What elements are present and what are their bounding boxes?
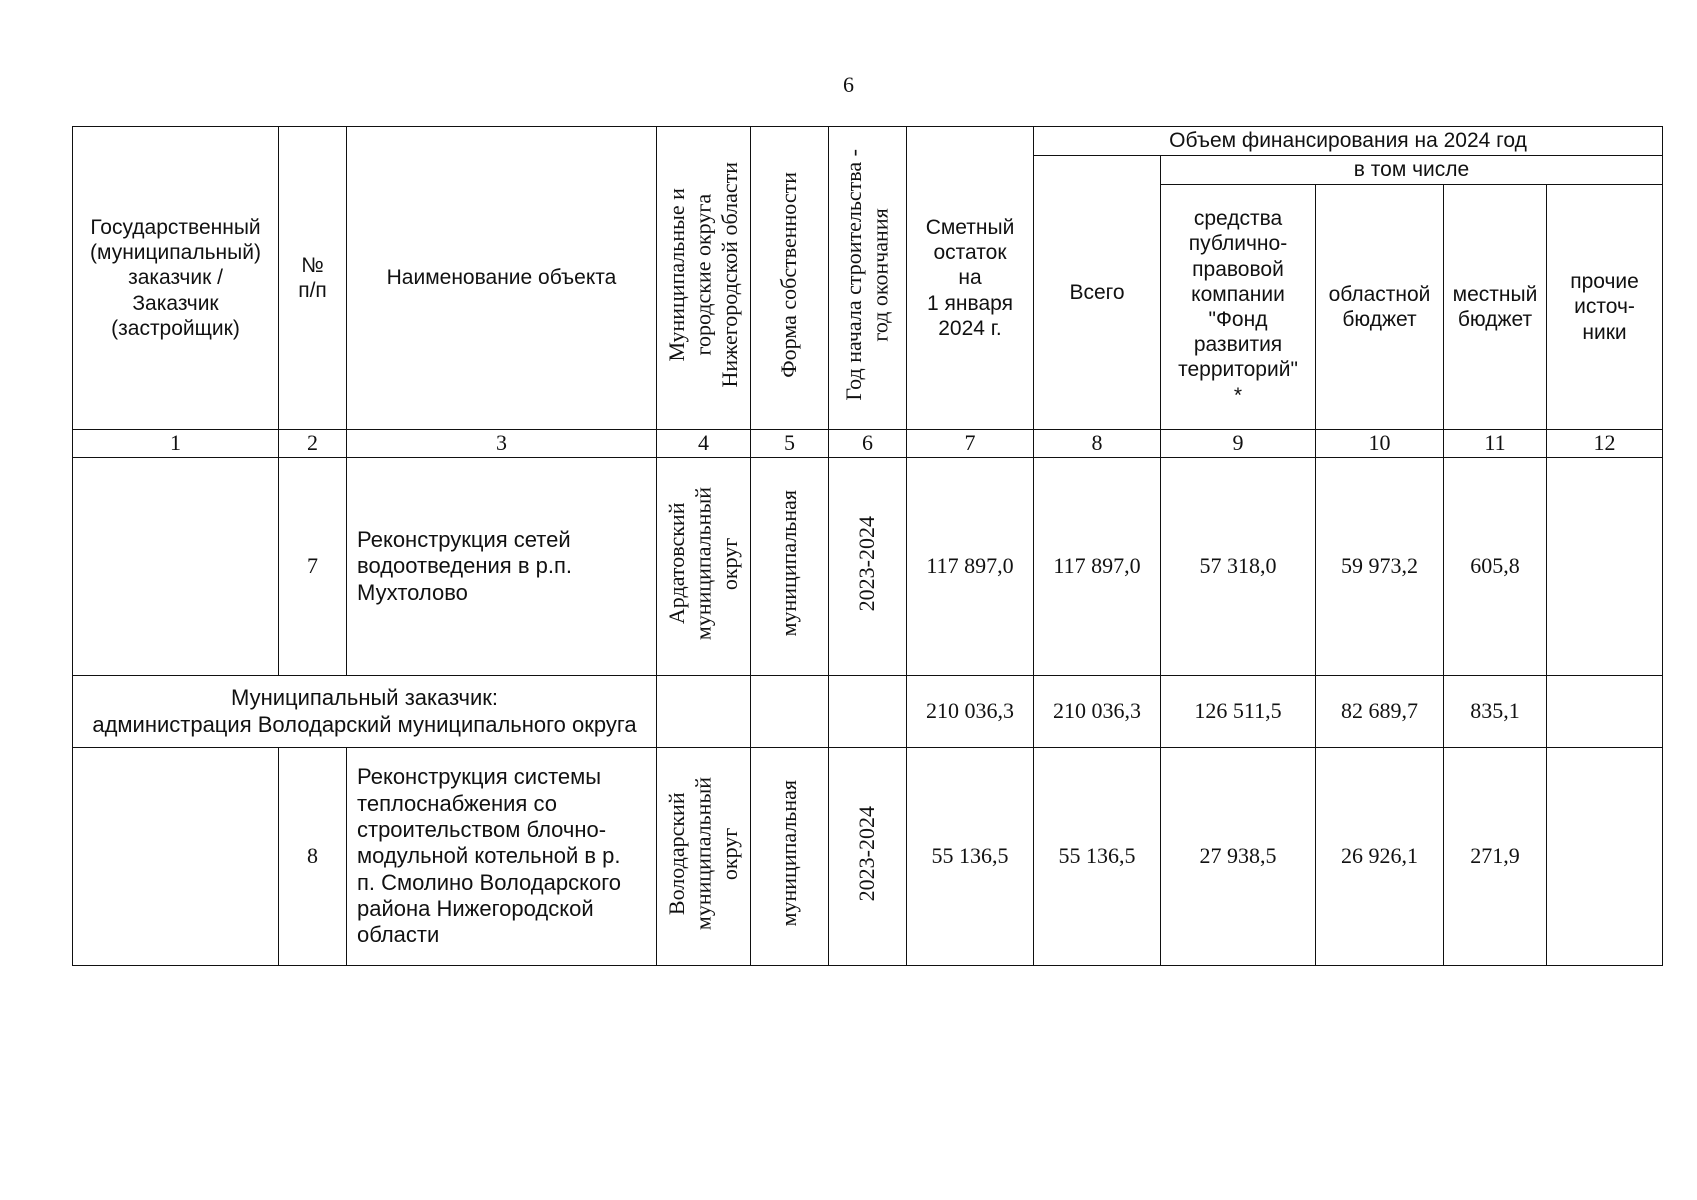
row8-years bbox=[829, 748, 907, 966]
customer-row-empty bbox=[829, 676, 907, 748]
row8-regional: 26 926,1 bbox=[1316, 748, 1444, 966]
header-including: в том числе bbox=[1161, 156, 1663, 185]
row8-ownership bbox=[751, 748, 829, 966]
header-districts bbox=[657, 127, 751, 430]
row8-estimate: 55 136,5 bbox=[907, 748, 1034, 966]
row7-estimate: 117 897,0 bbox=[907, 458, 1034, 676]
customer-row-label: Муниципальный заказчик: администрация Володарский муниципального округа bbox=[73, 676, 657, 748]
customer-row-fund: 126 511,5 bbox=[1161, 676, 1316, 748]
customer-row-empty bbox=[751, 676, 829, 748]
row7-years-text: 2023-2024 bbox=[854, 515, 880, 611]
customer-row bbox=[73, 676, 1663, 748]
row8-district-text: Володарский муниципальный округ bbox=[663, 776, 742, 930]
row7-regional: 59 973,2 bbox=[1316, 458, 1444, 676]
header-districts-text: Муниципальные и городские округа Нижегородской области bbox=[663, 162, 742, 388]
row8-fund: 27 938,5 bbox=[1161, 748, 1316, 966]
header-fund: средства публично- правовой компании "Фонд развития территорий" * bbox=[1161, 185, 1316, 430]
financing-table bbox=[72, 126, 1663, 966]
col-number: 9 bbox=[1161, 430, 1316, 458]
customer-row-empty bbox=[657, 676, 751, 748]
header-ownership-text: Форма собственности bbox=[776, 171, 802, 378]
header-local: местный бюджет bbox=[1444, 185, 1547, 430]
col-number: 10 bbox=[1316, 430, 1444, 458]
row8-ownership-text: муниципальная bbox=[776, 780, 802, 927]
row8-district bbox=[657, 748, 751, 966]
row7-ownership-text: муниципальная bbox=[776, 490, 802, 637]
row8-name: Реконструкция системы теплоснабжения со строительством блочно- модульной котельной в р. п. Смолино Володарского района Нижегородской области bbox=[347, 748, 657, 966]
row7-fund: 57 318,0 bbox=[1161, 458, 1316, 676]
header-years bbox=[829, 127, 907, 430]
col-number: 3 bbox=[347, 430, 657, 458]
customer-row-local: 835,1 bbox=[1444, 676, 1547, 748]
row7-name: Реконструкция сетей водоотведения в р.п. Мухтолово bbox=[347, 458, 657, 676]
col-number: 4 bbox=[657, 430, 751, 458]
row7-num: 7 bbox=[279, 458, 347, 676]
header-ownership bbox=[751, 127, 829, 430]
customer-row-estimate: 210 036,3 bbox=[907, 676, 1034, 748]
row7-ownership bbox=[751, 458, 829, 676]
row8-total: 55 136,5 bbox=[1034, 748, 1161, 966]
col-number: 6 bbox=[829, 430, 907, 458]
row8-local: 271,9 bbox=[1444, 748, 1547, 966]
col-number: 1 bbox=[73, 430, 279, 458]
row7-district bbox=[657, 458, 751, 676]
header-total: Всего bbox=[1034, 156, 1161, 430]
table-row bbox=[73, 458, 1663, 676]
header-estimate: Сметный остаток на 1 января 2024 г. bbox=[907, 127, 1034, 430]
row7-years bbox=[829, 458, 907, 676]
header-regional: областной бюджет bbox=[1316, 185, 1444, 430]
customer-row-total: 210 036,3 bbox=[1034, 676, 1161, 748]
row7-local: 605,8 bbox=[1444, 458, 1547, 676]
col-number: 5 bbox=[751, 430, 829, 458]
row8-num: 8 bbox=[279, 748, 347, 966]
row8-other bbox=[1547, 748, 1663, 966]
row8-customer bbox=[73, 748, 279, 966]
header-customer: Государственный (муниципальный) заказчик / Заказчик (застройщик) bbox=[73, 127, 279, 430]
column-numbers-row bbox=[73, 430, 1663, 458]
header-other: прочие источ- ники bbox=[1547, 185, 1663, 430]
row7-customer bbox=[73, 458, 279, 676]
header-years-text: Год начала строительства - год окончания bbox=[841, 148, 893, 401]
customer-row-other bbox=[1547, 676, 1663, 748]
row7-district-text: Ардатовский муниципальный округ bbox=[663, 486, 742, 640]
col-number: 7 bbox=[907, 430, 1034, 458]
page-number: 6 bbox=[843, 72, 854, 97]
col-number: 2 bbox=[279, 430, 347, 458]
row7-other bbox=[1547, 458, 1663, 676]
col-number: 8 bbox=[1034, 430, 1161, 458]
row8-years-text: 2023-2024 bbox=[854, 805, 880, 901]
header-object-name: Наименование объекта bbox=[347, 127, 657, 430]
row7-total: 117 897,0 bbox=[1034, 458, 1161, 676]
header-funding-group: Объем финансирования на 2024 год bbox=[1034, 127, 1663, 156]
col-number: 11 bbox=[1444, 430, 1547, 458]
col-number: 12 bbox=[1547, 430, 1663, 458]
table-row bbox=[73, 748, 1663, 966]
customer-row-regional: 82 689,7 bbox=[1316, 676, 1444, 748]
header-num: № п/п bbox=[279, 127, 347, 430]
